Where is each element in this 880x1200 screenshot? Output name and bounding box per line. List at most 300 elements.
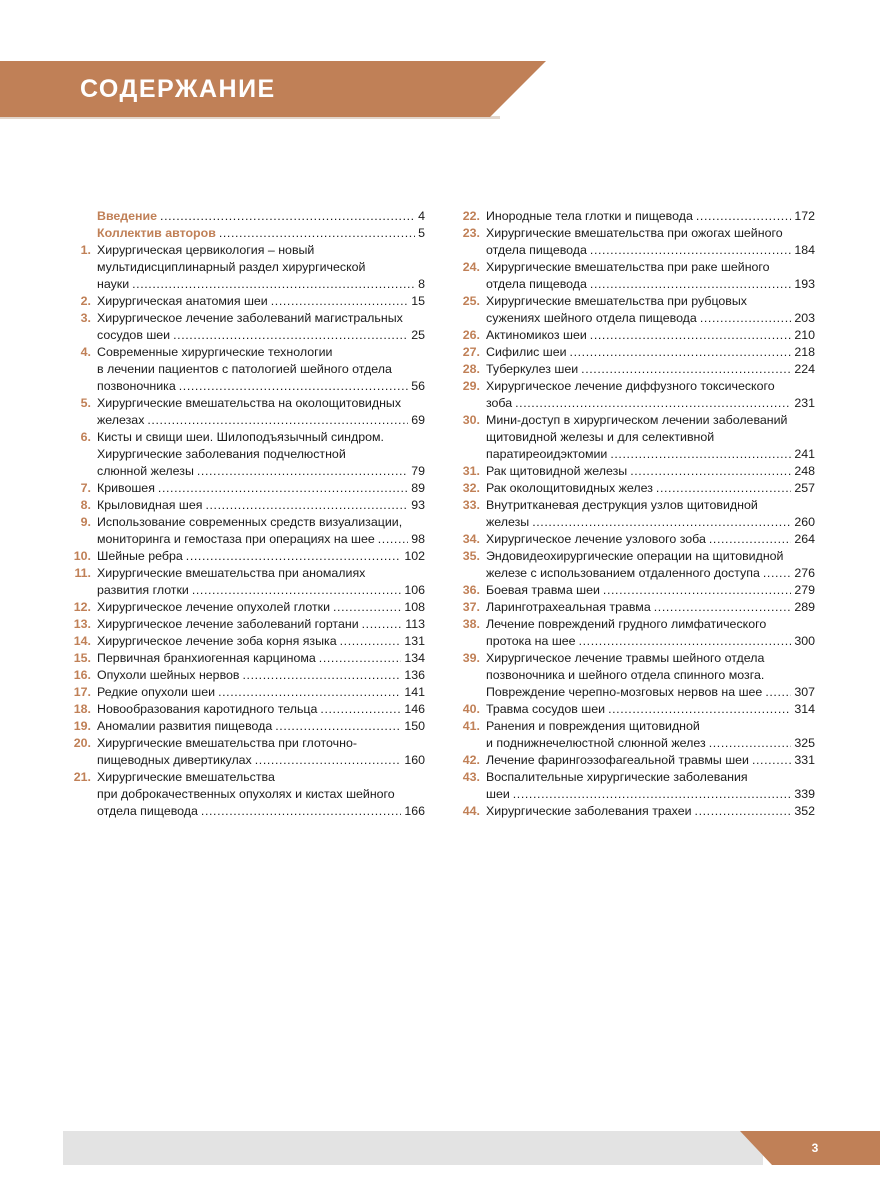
toc-page-number: 79 [411,464,425,478]
toc-entry-body [486,582,815,599]
toc-entry[interactable] [452,582,815,599]
toc-left-column [63,208,425,820]
toc-entry-body [97,565,425,599]
toc-entry-title: Современные хирургические технологии [97,345,333,359]
toc-page-number: 108 [404,600,425,614]
toc-entry-number: 6. [80,430,91,444]
toc-entry-body [97,650,425,667]
toc-entry-title: железах [97,413,145,427]
toc-entry-number: 13. [73,617,91,631]
toc-entry-number: 9. [80,515,91,529]
toc-entry-number [63,208,97,225]
toc-entry-line [97,650,425,667]
toc-entry-line [97,361,425,378]
toc-entry-number: 36. [462,583,480,597]
toc-entry[interactable] [452,548,815,582]
toc-entry[interactable] [452,497,815,531]
toc-entry-title: Введение [97,209,158,223]
toc-page-number: 325 [794,736,815,750]
toc-entry[interactable] [63,718,425,735]
toc-entry-title: сосудов шеи [97,328,171,342]
toc-entry-title: Хирургическое лечение заболеваний магистральных [97,311,403,325]
toc-entry[interactable] [452,208,815,225]
toc-entry[interactable] [452,531,815,548]
toc-entry[interactable] [452,803,815,820]
toc-entry-line [97,480,425,497]
toc-entry-line [97,667,425,684]
toc-entry-line [97,752,425,769]
toc-entry-body [97,667,425,684]
toc-entry[interactable] [452,616,815,650]
toc-entry[interactable] [63,599,425,616]
toc-entry-title: Коллектив авторов [97,226,216,240]
toc-entry-title: Ранения и повреждения щитовидной [486,719,700,733]
toc-entry-body [97,497,425,514]
toc-entry[interactable] [452,378,815,412]
toc-entry-title: Боевая травма шеи [486,583,600,597]
toc-page-number: 150 [404,719,425,733]
dot-leader [205,497,408,514]
toc-entry-number: 24. [462,260,480,274]
toc-entry-number: 12. [73,600,91,614]
toc-entry-line [486,514,815,531]
toc-entry-line [486,718,815,735]
toc-entry-number: 15. [73,651,91,665]
toc-entry-number: 16. [73,668,91,682]
toc-entry-body [486,718,815,752]
toc-entry-line [486,684,815,701]
toc-entry-line [486,412,815,429]
toc-entry-line [486,480,815,497]
toc-entry-title: железы [486,515,530,529]
toc-entry-line [97,565,425,582]
toc-page-number: 69 [411,413,425,427]
toc-entry-line [97,293,425,310]
toc-entry-line [486,582,815,599]
toc-entry[interactable] [452,327,815,344]
toc-entry-title: железе с использованием отдаленного доступа [486,566,760,580]
toc-page-number: 276 [794,566,815,580]
dot-leader [590,276,791,293]
toc-entry-body [486,259,815,293]
toc-entry[interactable] [452,752,815,769]
dot-leader [192,582,401,599]
dot-leader [709,735,792,752]
toc-entry[interactable] [63,344,425,395]
dot-leader [173,327,408,344]
toc-entry-line [486,769,815,786]
toc-page-number: 260 [794,515,815,529]
toc-entry[interactable] [452,463,815,480]
toc-page-number: 257 [794,481,815,495]
dot-leader [579,633,792,650]
toc-page-number: 224 [794,362,815,376]
toc-entry[interactable] [63,395,425,429]
toc-entry-body [97,429,425,480]
toc-entry-number: 43. [462,770,480,784]
toc-page-number: 339 [794,787,815,801]
toc-entry-body [486,701,815,718]
toc-entry-body [486,361,815,378]
toc-entry-number: 29. [462,379,480,393]
toc-page-number: 160 [404,753,425,767]
toc-entry-line [97,310,425,327]
toc-entry-line [486,446,815,463]
toc-page-number: 279 [794,583,815,597]
footer-bar [63,1131,763,1165]
toc-entry[interactable] [452,259,815,293]
toc-entry-number: 32. [462,481,480,495]
toc-entry-line [97,327,425,344]
toc-entry[interactable] [63,208,425,225]
toc-entry-title: щитовидной железы и для селективной [486,430,715,444]
toc-entry-body [97,599,425,616]
toc-entry-number: 37. [462,600,480,614]
toc-entry-title: Ларинготрахеальная травма [486,600,651,614]
dot-leader [752,752,791,769]
toc-entry-line [97,429,425,446]
dot-leader [158,480,408,497]
toc-entry[interactable] [63,650,425,667]
toc-entry-body [97,242,425,293]
toc-entry-line [486,752,815,769]
dot-leader [763,565,791,582]
toc-entry[interactable] [452,344,815,361]
toc-entry-line [97,531,425,548]
toc-page-number: 136 [404,668,425,682]
dot-leader [219,225,415,242]
toc-entry-title: науки [97,277,130,291]
toc-page-number: 4 [418,209,425,223]
toc-entry-title: Опухоли шейных нервов [97,668,240,682]
toc-entry-title: Хирургическое лечение узлового зоба [486,532,706,546]
dot-leader [243,667,402,684]
toc-entry-body [97,208,425,225]
dot-leader [132,276,415,293]
toc-page-number: 203 [794,311,815,325]
toc-entry-number: 30. [462,413,480,427]
toc-page-number: 166 [404,804,425,818]
toc-page-number: 300 [794,634,815,648]
dot-leader [319,650,402,667]
toc-entry-line [486,786,815,803]
dot-leader [570,344,792,361]
dot-leader [362,616,403,633]
toc-entry-title: Хирургические вмешательства при рубцовых [486,294,747,308]
toc-entry[interactable] [63,769,425,820]
toc-entry-number: 44. [462,804,480,818]
toc-entry[interactable] [452,650,815,701]
toc-entry[interactable] [452,718,815,752]
toc-entry-number: 7. [80,481,91,495]
toc-entry-line [97,599,425,616]
toc-page-number: 314 [794,702,815,716]
toc-page-number: 218 [794,345,815,359]
toc-entry-title: при доброкачественных опухолях и кистах шейного [97,787,395,801]
toc-entry[interactable] [63,667,425,684]
toc-page-number: 172 [794,209,815,223]
toc-entry[interactable] [63,497,425,514]
dot-leader [696,208,791,225]
dot-leader [255,752,402,769]
toc-entry-line [486,310,815,327]
toc-page-number: 89 [411,481,425,495]
toc-entry-line [486,242,815,259]
toc-entry-line [97,344,425,361]
toc-entry-title: Первичная бранхиогенная карцинома [97,651,316,665]
toc-entry-number: 28. [462,362,480,376]
toc-entry[interactable] [452,701,815,718]
toc-entry-number: 35. [462,549,480,563]
dot-leader [197,463,408,480]
toc-entry-body [486,327,815,344]
toc-entry-line [97,582,425,599]
toc-entry-title: позвоночника и шейного отдела спинного мозга. [486,668,765,682]
toc-entry-line [486,378,815,395]
toc-entry-body [97,225,425,242]
dot-leader [147,412,408,429]
toc-entry-title: Хирургические вмешательства на околощитовидных [97,396,402,410]
toc-entry-line [97,769,425,786]
toc-entry-line [97,446,425,463]
toc-entry-number: 1. [80,243,91,257]
toc-entry-line [486,667,815,684]
toc-entry-line [486,735,815,752]
toc-page-number: 56 [411,379,425,393]
toc-entry-body [97,701,425,718]
toc-entry-body [486,616,815,650]
toc-page-number: 289 [794,600,815,614]
toc-page-number: 193 [794,277,815,291]
toc-page-number: 8 [418,277,425,291]
toc-entry-title: отдела пищевода [486,277,587,291]
toc-entry-title: Шейные ребра [97,549,183,563]
toc-page-number: 352 [794,804,815,818]
toc-entry[interactable] [63,735,425,769]
toc-entry-body [486,463,815,480]
toc-entry-body [486,599,815,616]
toc-page-number: 98 [411,532,425,546]
dot-leader [378,531,408,548]
toc-entry-title: Актиномикоз шеи [486,328,587,342]
toc-entry-line [97,803,425,820]
toc-entry[interactable] [63,616,425,633]
toc-entry-number: 38. [462,617,480,631]
toc-entry-title: Хирургические вмешательства при глоточно- [97,736,357,750]
toc-entry-line [486,225,815,242]
toc-entry[interactable] [63,633,425,650]
toc-entry-title: Хирургические вмешательства [97,770,275,784]
toc-entry-line [97,395,425,412]
toc-entry-body [486,650,815,701]
toc-entry-number: 10. [73,549,91,563]
page-number: 3 [811,1141,819,1155]
toc-entry-title: Хирургическое лечение травмы шейного отдела [486,651,765,665]
toc-page-number: 331 [794,753,815,767]
toc-entry-line [486,616,815,633]
toc-entry-line [97,616,425,633]
toc-entry-number: 25. [462,294,480,308]
toc-entry-body [97,735,425,769]
toc-entry-title: Хирургическое лечение опухолей глотки [97,600,331,614]
dot-leader [218,684,401,701]
toc-page-number: 241 [794,447,815,461]
toc-entry[interactable] [63,293,425,310]
dot-leader [603,582,791,599]
toc-entry-number: 17. [73,685,91,699]
toc-entry-number: 18. [73,702,91,716]
toc-entry[interactable] [63,548,425,565]
toc-entry-body [486,752,815,769]
toc-entry-line [486,395,815,412]
toc-entry[interactable] [452,412,815,463]
toc-entry[interactable] [63,480,425,497]
toc-entry[interactable] [63,242,425,293]
dot-leader [271,293,408,310]
toc-entry-body [97,769,425,820]
toc-entry[interactable] [63,225,425,242]
toc-entry-body [486,497,815,531]
toc-entry-title: Повреждение черепно-мозговых нервов на шее [486,685,763,699]
dot-leader [186,548,402,565]
toc-entry-title: Лечение повреждений грудного лимфатического [486,617,767,631]
toc-entry-title: Хирургическое лечение зоба корня языка [97,634,337,648]
toc-entry-line [486,531,815,548]
toc-entry-title: отдела пищевода [97,804,198,818]
toc-entry[interactable] [63,701,425,718]
toc-entry[interactable] [63,429,425,480]
toc-entry-number: 3. [80,311,91,325]
toc-entry-title: Туберкулез шеи [486,362,579,376]
toc-entry-title: в лечении пациентов с патологией шейного отдела [97,362,392,376]
toc-entry-title: мониторинга и гемостаза при операциях на шее [97,532,375,546]
toc-entry-body [486,378,815,412]
toc-entry-line [97,276,425,293]
dot-leader [275,718,401,735]
toc-entry-line [486,701,815,718]
toc-entry[interactable] [452,361,815,378]
toc-entry-title: Кривошея [97,481,155,495]
toc-entry[interactable] [452,480,815,497]
toc-page-number: 184 [794,243,815,257]
toc-entry-line [486,803,815,820]
dot-leader [532,514,791,531]
dot-leader [201,803,401,820]
toc-entry-line [486,293,815,310]
toc-entry[interactable] [452,599,815,616]
toc-entry-line [486,361,815,378]
toc-entry-title: Эндовидеохирургические операции на щитовидной [486,549,784,563]
toc-entry-line [486,497,815,514]
toc-entry-line [97,497,425,514]
toc-entry-title: пищеводных дивертикулах [97,753,252,767]
toc-entry[interactable] [452,769,815,803]
toc-entry-body [97,395,425,429]
toc-entry-title: Редкие опухоли шеи [97,685,216,699]
toc-entry-title: Воспалительные хирургические заболевания [486,770,748,784]
toc-entry-line [97,225,425,242]
toc-entry-title: сужениях шейного отдела пищевода [486,311,697,325]
toc-entry-body [97,293,425,310]
toc-entry-title: Хирургические вмешательства при ожогах шейного [486,226,783,240]
toc-entry-number: 34. [462,532,480,546]
toc-entry-title: Хирургические вмешательства при раке шейного [486,260,770,274]
dot-leader [160,208,415,225]
dot-leader [608,701,791,718]
toc-entry-number: 2. [80,294,91,308]
dot-leader [656,480,791,497]
toc-entry-number: 31. [462,464,480,478]
dot-leader [709,531,791,548]
dot-leader [700,310,792,327]
toc-entry-line [97,735,425,752]
toc-entry-number: 22. [462,209,480,223]
dot-leader [581,361,791,378]
toc-entry-title: Хирургическое лечение диффузного токсического [486,379,775,393]
toc-entry-title: Хирургические вмешательства при аномалиях [97,566,366,580]
toc-entry-body [486,803,815,820]
toc-entry[interactable] [452,293,815,327]
toc-entry-body [97,344,425,395]
toc-entry-line [486,429,815,446]
toc-entry-line [486,276,815,293]
toc-entry-title: Сифилис шеи [486,345,567,359]
toc-entry-number: 11. [74,566,91,580]
toc-entry-number: 26. [462,328,480,342]
dot-leader [513,786,792,803]
toc-entry-title: Рак околощитовидных желез [486,481,653,495]
toc-entry-body [486,344,815,361]
toc-entry-body [97,718,425,735]
toc-entry-title: и поднижнечелюстной слюнной желез [486,736,706,750]
toc-entry[interactable] [63,565,425,599]
toc-page-number: 5 [418,226,425,240]
toc-entry-number: 23. [462,226,480,240]
toc-entry-body [486,225,815,259]
toc-entry[interactable] [452,225,815,259]
toc-entry-number: 20. [73,736,91,750]
toc-entry[interactable] [63,684,425,701]
toc-entry-number: 5. [80,396,91,410]
toc-entry-number: 27. [462,345,480,359]
toc-entry-line [97,701,425,718]
toc-entry-line [97,259,425,276]
toc-entry-body [97,310,425,344]
toc-entry-line [97,463,425,480]
toc-page-number: 210 [794,328,815,342]
dot-leader [610,446,791,463]
toc-entry-line [97,514,425,531]
toc-entry-line [486,259,815,276]
toc-entry-line [486,548,815,565]
toc-entry-title: Кисты и свищи шеи. Шилоподъязычный синдром. [97,430,384,444]
toc-entry-title: Крыловидная шея [97,498,203,512]
toc-entry-line [486,650,815,667]
toc-entry-title: мультидисциплинарный раздел хирургической [97,260,366,274]
toc-entry[interactable] [63,514,425,548]
toc-entry[interactable] [63,310,425,344]
toc-entry-title: паратиреоидэктомии [486,447,608,461]
toc-entry-body [486,548,815,582]
toc-entry-title: Аномалии развития пищевода [97,719,273,733]
toc-entry-body [97,514,425,548]
toc-page-number: 25 [411,328,425,342]
toc-entry-line [486,344,815,361]
toc-entry-number: 41. [462,719,480,733]
dot-leader [695,803,792,820]
toc-page-number: 248 [794,464,815,478]
toc-entry-title: слюнной железы [97,464,194,478]
